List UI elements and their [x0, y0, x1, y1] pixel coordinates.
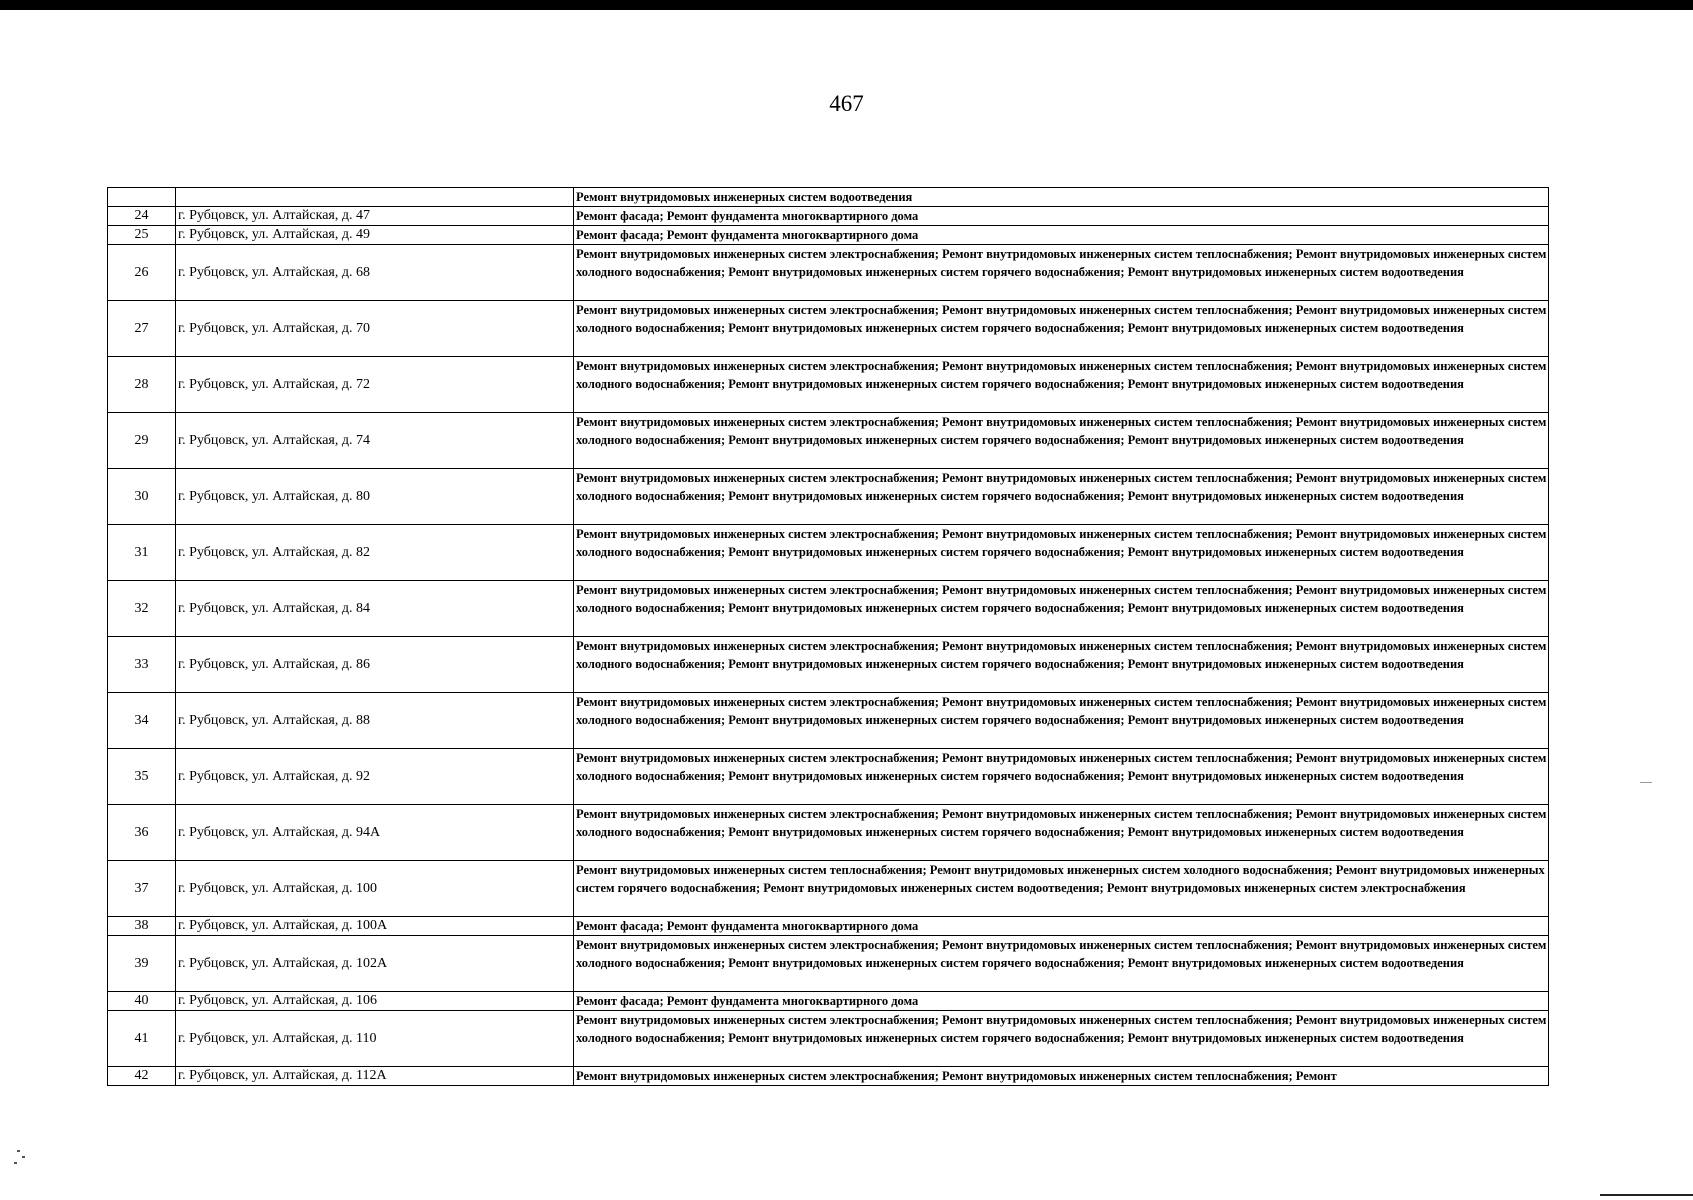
table-row: [108, 637, 1549, 693]
repair-table-body: [108, 188, 1549, 1086]
row-work-types: Ремонт внутридомовых инженерных систем электроснабжения; Ремонт внутридомовых инженерных систем теплоснабжения; Ремонт внутридомовых инженерных систем холодного водоснабжения; Ремонт внутридомовых инженерных систем горячего водоснабжения; Ремонт внутридомовых инженерных систем водоотведения: [574, 805, 1549, 861]
row-work-types: Ремонт внутридомовых инженерных систем водоотведения: [574, 188, 1549, 207]
row-address: г. Рубцовск, ул. Алтайская, д. 82: [176, 525, 574, 581]
row-number: 39: [108, 936, 176, 992]
scan-speck: [14, 1162, 17, 1164]
row-work-types: Ремонт внутридомовых инженерных систем электроснабжения; Ремонт внутридомовых инженерных систем теплоснабжения; Ремонт внутридомовых инженерных систем холодного водоснабжения; Ремонт внутридомовых инженерных систем горячего водоснабжения; Ремонт внутридомовых инженерных систем водоотведения: [574, 936, 1549, 992]
row-number: 31: [108, 525, 176, 581]
row-address: г. Рубцовск, ул. Алтайская, д. 49: [176, 226, 574, 245]
row-number: 26: [108, 245, 176, 301]
row-address: г. Рубцовск, ул. Алтайская, д. 74: [176, 413, 574, 469]
row-number: 27: [108, 301, 176, 357]
row-address: г. Рубцовск, ул. Алтайская, д. 106: [176, 992, 574, 1011]
row-address: г. Рубцовск, ул. Алтайская, д. 110: [176, 1011, 574, 1067]
scan-speck: [22, 1156, 25, 1158]
row-number: 33: [108, 637, 176, 693]
row-work-types: Ремонт внутридомовых инженерных систем электроснабжения; Ремонт внутридомовых инженерных систем теплоснабжения; Ремонт внутридомовых инженерных систем холодного водоснабжения; Ремонт внутридомовых инженерных систем горячего водоснабжения; Ремонт внутридомовых инженерных систем водоотведения: [574, 357, 1549, 413]
row-work-types: Ремонт внутридомовых инженерных систем электроснабжения; Ремонт внутридомовых инженерных систем теплоснабжения; Ремонт внутридомовых инженерных систем холодного водоснабжения; Ремонт внутридомовых инженерных систем горячего водоснабжения; Ремонт внутридомовых инженерных систем водоотведения: [574, 693, 1549, 749]
scan-line: [1640, 782, 1652, 783]
row-work-types: Ремонт внутридомовых инженерных систем электроснабжения; Ремонт внутридомовых инженерных систем теплоснабжения; Ремонт внутридомовых инженерных систем холодного водоснабжения; Ремонт внутридомовых инженерных систем горячего водоснабжения; Ремонт внутридомовых инженерных систем водоотведения: [574, 301, 1549, 357]
table-row: [108, 917, 1549, 936]
row-work-types: Ремонт фасада; Ремонт фундамента многоквартирного дома: [574, 207, 1549, 226]
row-address: г. Рубцовск, ул. Алтайская, д. 86: [176, 637, 574, 693]
row-address: г. Рубцовск, ул. Алтайская, д. 72: [176, 357, 574, 413]
row-address: г. Рубцовск, ул. Алтайская, д. 84: [176, 581, 574, 637]
repair-table: [107, 187, 1549, 1086]
row-work-types: Ремонт внутридомовых инженерных систем электроснабжения; Ремонт внутридомовых инженерных систем теплоснабжения; Ремонт внутридомовых инженерных систем холодного водоснабжения; Ремонт внутридомовых инженерных систем горячего водоснабжения; Ремонт внутридомовых инженерных систем водоотведения: [574, 469, 1549, 525]
scan-speck: [17, 1150, 20, 1152]
table-row: [108, 861, 1549, 917]
row-number: 42: [108, 1067, 176, 1086]
row-number: 35: [108, 749, 176, 805]
row-number: 37: [108, 861, 176, 917]
table-row: [108, 805, 1549, 861]
row-work-types: Ремонт внутридомовых инженерных систем теплоснабжения; Ремонт внутридомовых инженерных систем холодного водоснабжения; Ремонт внутридомовых инженерных систем горячего водоснабжения; Ремонт внутридомовых инженерных систем водоотведения; Ремонт внутридомовых инженерных систем электроснабжения: [574, 861, 1549, 917]
row-number: 36: [108, 805, 176, 861]
row-number: 34: [108, 693, 176, 749]
table-row: [108, 1067, 1549, 1086]
row-address: г. Рубцовск, ул. Алтайская, д. 88: [176, 693, 574, 749]
table-row: [108, 357, 1549, 413]
table-row: [108, 207, 1549, 226]
table-row: [108, 525, 1549, 581]
row-number: 28: [108, 357, 176, 413]
row-work-types: Ремонт внутридомовых инженерных систем электроснабжения; Ремонт внутридомовых инженерных систем теплоснабжения; Ремонт внутридомовых инженерных систем холодного водоснабжения; Ремонт внутридомовых инженерных систем горячего водоснабжения; Ремонт внутридомовых инженерных систем водоотведения: [574, 749, 1549, 805]
row-address: г. Рубцовск, ул. Алтайская, д. 112А: [176, 1067, 574, 1086]
row-address: г. Рубцовск, ул. Алтайская, д. 100: [176, 861, 574, 917]
row-address: г. Рубцовск, ул. Алтайская, д. 70: [176, 301, 574, 357]
row-address: г. Рубцовск, ул. Алтайская, д. 94А: [176, 805, 574, 861]
row-work-types: Ремонт внутридомовых инженерных систем электроснабжения; Ремонт внутридомовых инженерных систем теплоснабжения; Ремонт внутридомовых инженерных систем холодного водоснабжения; Ремонт внутридомовых инженерных систем горячего водоснабжения; Ремонт внутридомовых инженерных систем водоотведения: [574, 525, 1549, 581]
row-work-types: Ремонт фасада; Ремонт фундамента многоквартирного дома: [574, 226, 1549, 245]
row-work-types: Ремонт внутридомовых инженерных систем электроснабжения; Ремонт внутридомовых инженерных систем теплоснабжения; Ремонт внутридомовых инженерных систем холодного водоснабжения; Ремонт внутридомовых инженерных систем горячего водоснабжения; Ремонт внутридомовых инженерных систем водоотведения: [574, 637, 1549, 693]
row-address: г. Рубцовск, ул. Алтайская, д. 68: [176, 245, 574, 301]
row-address: [176, 188, 574, 207]
row-number: 40: [108, 992, 176, 1011]
row-work-types: Ремонт внутридомовых инженерных систем электроснабжения; Ремонт внутридомовых инженерных систем теплоснабжения; Ремонт внутридомовых инженерных систем холодного водоснабжения; Ремонт внутридомовых инженерных систем горячего водоснабжения; Ремонт внутридомовых инженерных систем водоотведения: [574, 1011, 1549, 1067]
table-row: [108, 1011, 1549, 1067]
table-row: [108, 188, 1549, 207]
row-number: [108, 188, 176, 207]
row-work-types: Ремонт внутридомовых инженерных систем электроснабжения; Ремонт внутридомовых инженерных систем теплоснабжения; Ремонт внутридомовых инженерных систем холодного водоснабжения; Ремонт внутридомовых инженерных систем горячего водоснабжения; Ремонт внутридомовых инженерных систем водоотведения: [574, 413, 1549, 469]
row-number: 38: [108, 917, 176, 936]
row-work-types: Ремонт фасада; Ремонт фундамента многоквартирного дома: [574, 917, 1549, 936]
table-row: [108, 301, 1549, 357]
table-row: [108, 226, 1549, 245]
table-row: [108, 693, 1549, 749]
page-number: 467: [829, 91, 864, 116]
row-address: г. Рубцовск, ул. Алтайская, д. 47: [176, 207, 574, 226]
row-work-types: Ремонт внутридомовых инженерных систем электроснабжения; Ремонт внутридомовых инженерных систем теплоснабжения; Ремонт: [574, 1067, 1549, 1086]
row-address: г. Рубцовск, ул. Алтайская, д. 100А: [176, 917, 574, 936]
row-address: г. Рубцовск, ул. Алтайская, д. 80: [176, 469, 574, 525]
table-row: [108, 992, 1549, 1011]
row-number: 29: [108, 413, 176, 469]
row-work-types: Ремонт внутридомовых инженерных систем электроснабжения; Ремонт внутридомовых инженерных систем теплоснабжения; Ремонт внутридомовых инженерных систем холодного водоснабжения; Ремонт внутридомовых инженерных систем горячего водоснабжения; Ремонт внутридомовых инженерных систем водоотведения: [574, 245, 1549, 301]
row-address: г. Рубцовск, ул. Алтайская, д. 92: [176, 749, 574, 805]
table-row: [108, 749, 1549, 805]
row-number: 41: [108, 1011, 176, 1067]
table-row: [108, 936, 1549, 992]
scan-top-border: [0, 0, 1693, 10]
row-number: 24: [108, 207, 176, 226]
row-number: 32: [108, 581, 176, 637]
row-address: г. Рубцовск, ул. Алтайская, д. 102А: [176, 936, 574, 992]
table-row: [108, 245, 1549, 301]
scan-line: [1600, 1194, 1693, 1196]
row-work-types: Ремонт фасада; Ремонт фундамента многоквартирного дома: [574, 992, 1549, 1011]
row-number: 25: [108, 226, 176, 245]
table-row: [108, 581, 1549, 637]
table-row: [108, 469, 1549, 525]
row-number: 30: [108, 469, 176, 525]
table-row: [108, 413, 1549, 469]
row-work-types: Ремонт внутридомовых инженерных систем электроснабжения; Ремонт внутридомовых инженерных систем теплоснабжения; Ремонт внутридомовых инженерных систем холодного водоснабжения; Ремонт внутридомовых инженерных систем горячего водоснабжения; Ремонт внутридомовых инженерных систем водоотведения: [574, 581, 1549, 637]
